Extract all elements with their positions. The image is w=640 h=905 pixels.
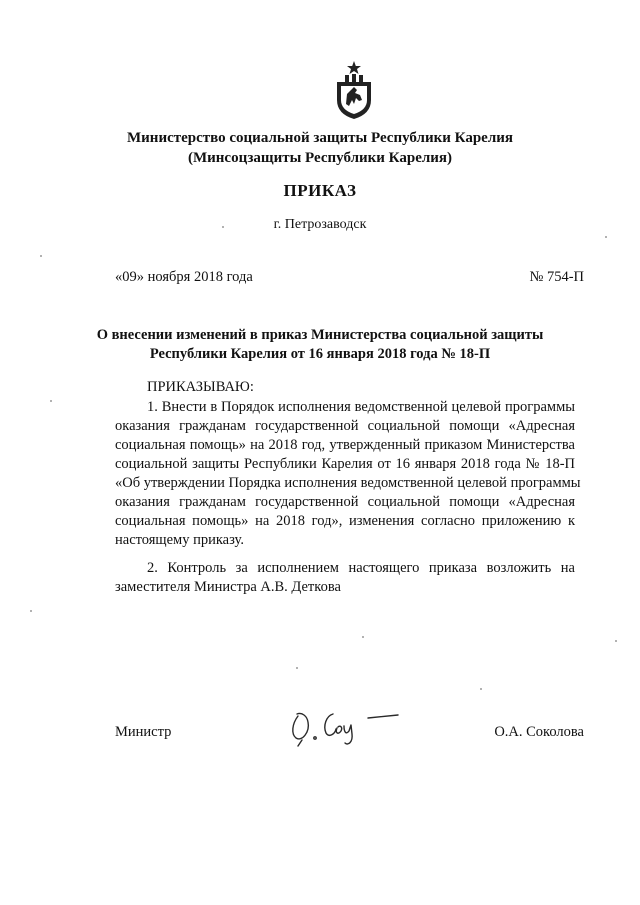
city-label: г. Петрозаводск xyxy=(273,217,367,232)
signatory-position: Министр xyxy=(115,724,172,740)
scan-speck xyxy=(362,636,364,638)
body-line: оказания гражданам государственной социальной помощи «Адресная xyxy=(115,494,575,510)
scan-speck xyxy=(480,688,482,690)
organization-name: Министерство социальной защиты Республики Карелия xyxy=(127,130,513,146)
body-line: оказания гражданам государственной социальной помощи «Адресная xyxy=(115,418,575,434)
body-line: заместителя Министра А.В. Деткова xyxy=(115,579,341,595)
body-line: 1. Внести в Порядок исполнения ведомственной целевой программы xyxy=(147,399,575,415)
scan-speck xyxy=(605,236,607,238)
document-title: ПРИКАЗ xyxy=(283,181,357,200)
order-number: № 754-П xyxy=(529,269,584,285)
body-line: социальная помощь» на 2018 год, утвержденный приказом Министерства xyxy=(115,437,575,453)
order-date: «09» ноября 2018 года xyxy=(115,269,253,285)
scan-speck xyxy=(40,255,42,257)
scan-speck xyxy=(615,640,617,642)
body-line: 2. Контроль за исполнением настоящего приказа возложить на xyxy=(147,560,575,576)
body-line: «Об утверждении Порядка исполнения ведомственной целевой программы xyxy=(115,475,581,491)
organization-short-name: (Минсоцзащиты Республики Карелия) xyxy=(187,150,453,166)
scan-speck xyxy=(296,667,298,669)
body-line: социальная помощь» на 2018 год», изменения согласно приложению к xyxy=(115,513,575,529)
scan-speck xyxy=(30,610,32,612)
subject-line-2: Республики Карелия от 16 января 2018 года № 18-П xyxy=(149,346,491,362)
handwritten-signature xyxy=(288,702,403,750)
scan-speck xyxy=(222,226,224,228)
scan-speck xyxy=(50,400,52,402)
order-keyword: ПРИКАЗЫВАЮ: xyxy=(147,379,254,395)
signatory-name: О.А. Соколова xyxy=(494,724,584,740)
body-line: социальной защиты Республики Карелия от 16 января 2018 года № 18-П xyxy=(115,456,575,472)
body-line: настоящему приказу. xyxy=(115,532,244,548)
coat-of-arms-emblem xyxy=(332,60,376,120)
subject-line-1: О внесении изменений в приказ Министерства социальной защиты xyxy=(96,327,544,343)
